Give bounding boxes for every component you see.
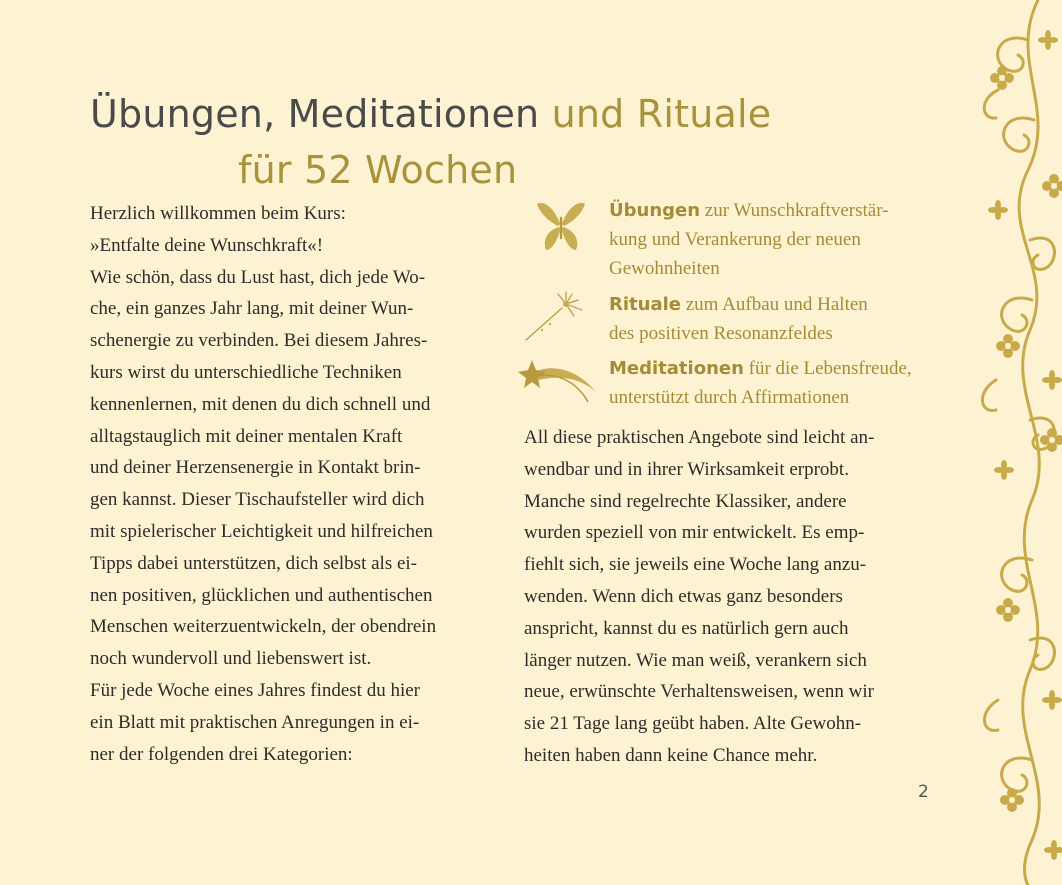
intro-line: noch wundervoll und liebenswert ist. bbox=[90, 648, 372, 670]
details-line: sie 21 Tage lang geübt haben. Alte Gewohn- bbox=[524, 713, 862, 735]
page-title bbox=[90, 84, 771, 196]
title-part-1: Übungen, Meditationen bbox=[90, 92, 540, 136]
details-line: neue, erwünschte Verhaltensweisen, wenn wir bbox=[524, 681, 874, 703]
details-line: länger nutzen. Wie man weiß, verankern sich bbox=[524, 649, 867, 671]
category-meditationen bbox=[609, 354, 912, 412]
details-line: All diese praktischen Angebote sind leicht an- bbox=[524, 427, 875, 448]
details-line: fiehlt sich, sie jeweils eine Woche lang anzu- bbox=[524, 554, 867, 576]
intro-line: gen kannst. Dieser Tischaufsteller wird dich bbox=[90, 489, 425, 511]
category-text: kung und Verankerung der neuen bbox=[609, 229, 861, 250]
butterfly-icon bbox=[536, 198, 586, 254]
intro-line: »Entfalte deine Wunschkraft«! bbox=[90, 234, 324, 256]
category-text: unterstützt durch Affirmationen bbox=[609, 387, 850, 408]
page-number: 2 bbox=[918, 782, 929, 802]
intro-line: che, ein ganzes Jahr lang, mit deiner Wun- bbox=[90, 298, 414, 320]
details-line: anspricht, kannst du es natürlich gern auch bbox=[524, 617, 849, 639]
category-uebungen bbox=[609, 196, 888, 283]
intro-line: Menschen weiterzuentwickeln, der obendrein bbox=[90, 616, 437, 638]
intro-column bbox=[90, 198, 510, 770]
category-keyword: Übungen bbox=[609, 200, 701, 221]
intro-line: Tipps dabei unterstützen, dich selbst als ei- bbox=[90, 552, 417, 574]
category-keyword: Rituale bbox=[609, 294, 681, 315]
intro-line: nen positiven, glücklichen und authentischen bbox=[90, 584, 433, 606]
intro-line: Herzlich willkommen beim Kurs: bbox=[90, 203, 346, 224]
title-line-2: für 52 Wochen bbox=[238, 148, 518, 192]
details-column bbox=[524, 422, 944, 772]
intro-line: kennenlernen, mit denen du dich schnell und bbox=[90, 393, 431, 415]
intro-line: mit spielerischer Leichtigkeit und hilfreichen bbox=[90, 520, 433, 542]
details-line: wenden. Wenn dich etwas ganz besonders bbox=[524, 585, 843, 607]
category-keyword: Meditationen bbox=[609, 358, 744, 379]
category-text: des positiven Resonanzfeldes bbox=[609, 323, 833, 344]
intro-line: ein Blatt mit praktischen Anregungen in ei- bbox=[90, 711, 420, 733]
intro-line: und deiner Herzensenergie in Kontakt brin- bbox=[90, 457, 421, 479]
intro-line: kurs wirst du unterschiedliche Techniken bbox=[90, 361, 402, 383]
category-text: zum Aufbau und Halten bbox=[680, 294, 868, 315]
details-line: wendbar und in ihrer Wirksamkeit erprobt. bbox=[524, 458, 849, 480]
intro-line: Wie schön, dass du Lust hast, dich jede Wo- bbox=[90, 266, 426, 288]
floral-ornament-icon bbox=[968, 0, 1062, 885]
shooting-star-icon bbox=[518, 358, 602, 410]
intro-line: Für jede Woche eines Jahres findest du hier bbox=[90, 679, 420, 701]
intro-line: ner der folgenden drei Kategorien: bbox=[90, 743, 353, 765]
category-text: Gewohnheiten bbox=[609, 258, 720, 279]
details-line: Manche sind regelrechte Klassiker, andere bbox=[524, 490, 847, 512]
category-rituale bbox=[609, 290, 868, 348]
title-part-2: und Rituale bbox=[539, 92, 772, 136]
sparkle-wand-icon bbox=[522, 290, 588, 346]
details-line: wurden speziell von mir entwickelt. Es emp- bbox=[524, 522, 865, 544]
details-line: heiten haben dann keine Chance mehr. bbox=[524, 744, 818, 766]
intro-line: alltagstauglich mit deiner mentalen Kraft bbox=[90, 425, 403, 447]
category-text: zur Wunschkraftverstär- bbox=[700, 200, 889, 221]
category-text: für die Lebensfreude, bbox=[743, 358, 912, 379]
intro-line: schenergie zu verbinden. Bei diesem Jahres- bbox=[90, 330, 428, 352]
